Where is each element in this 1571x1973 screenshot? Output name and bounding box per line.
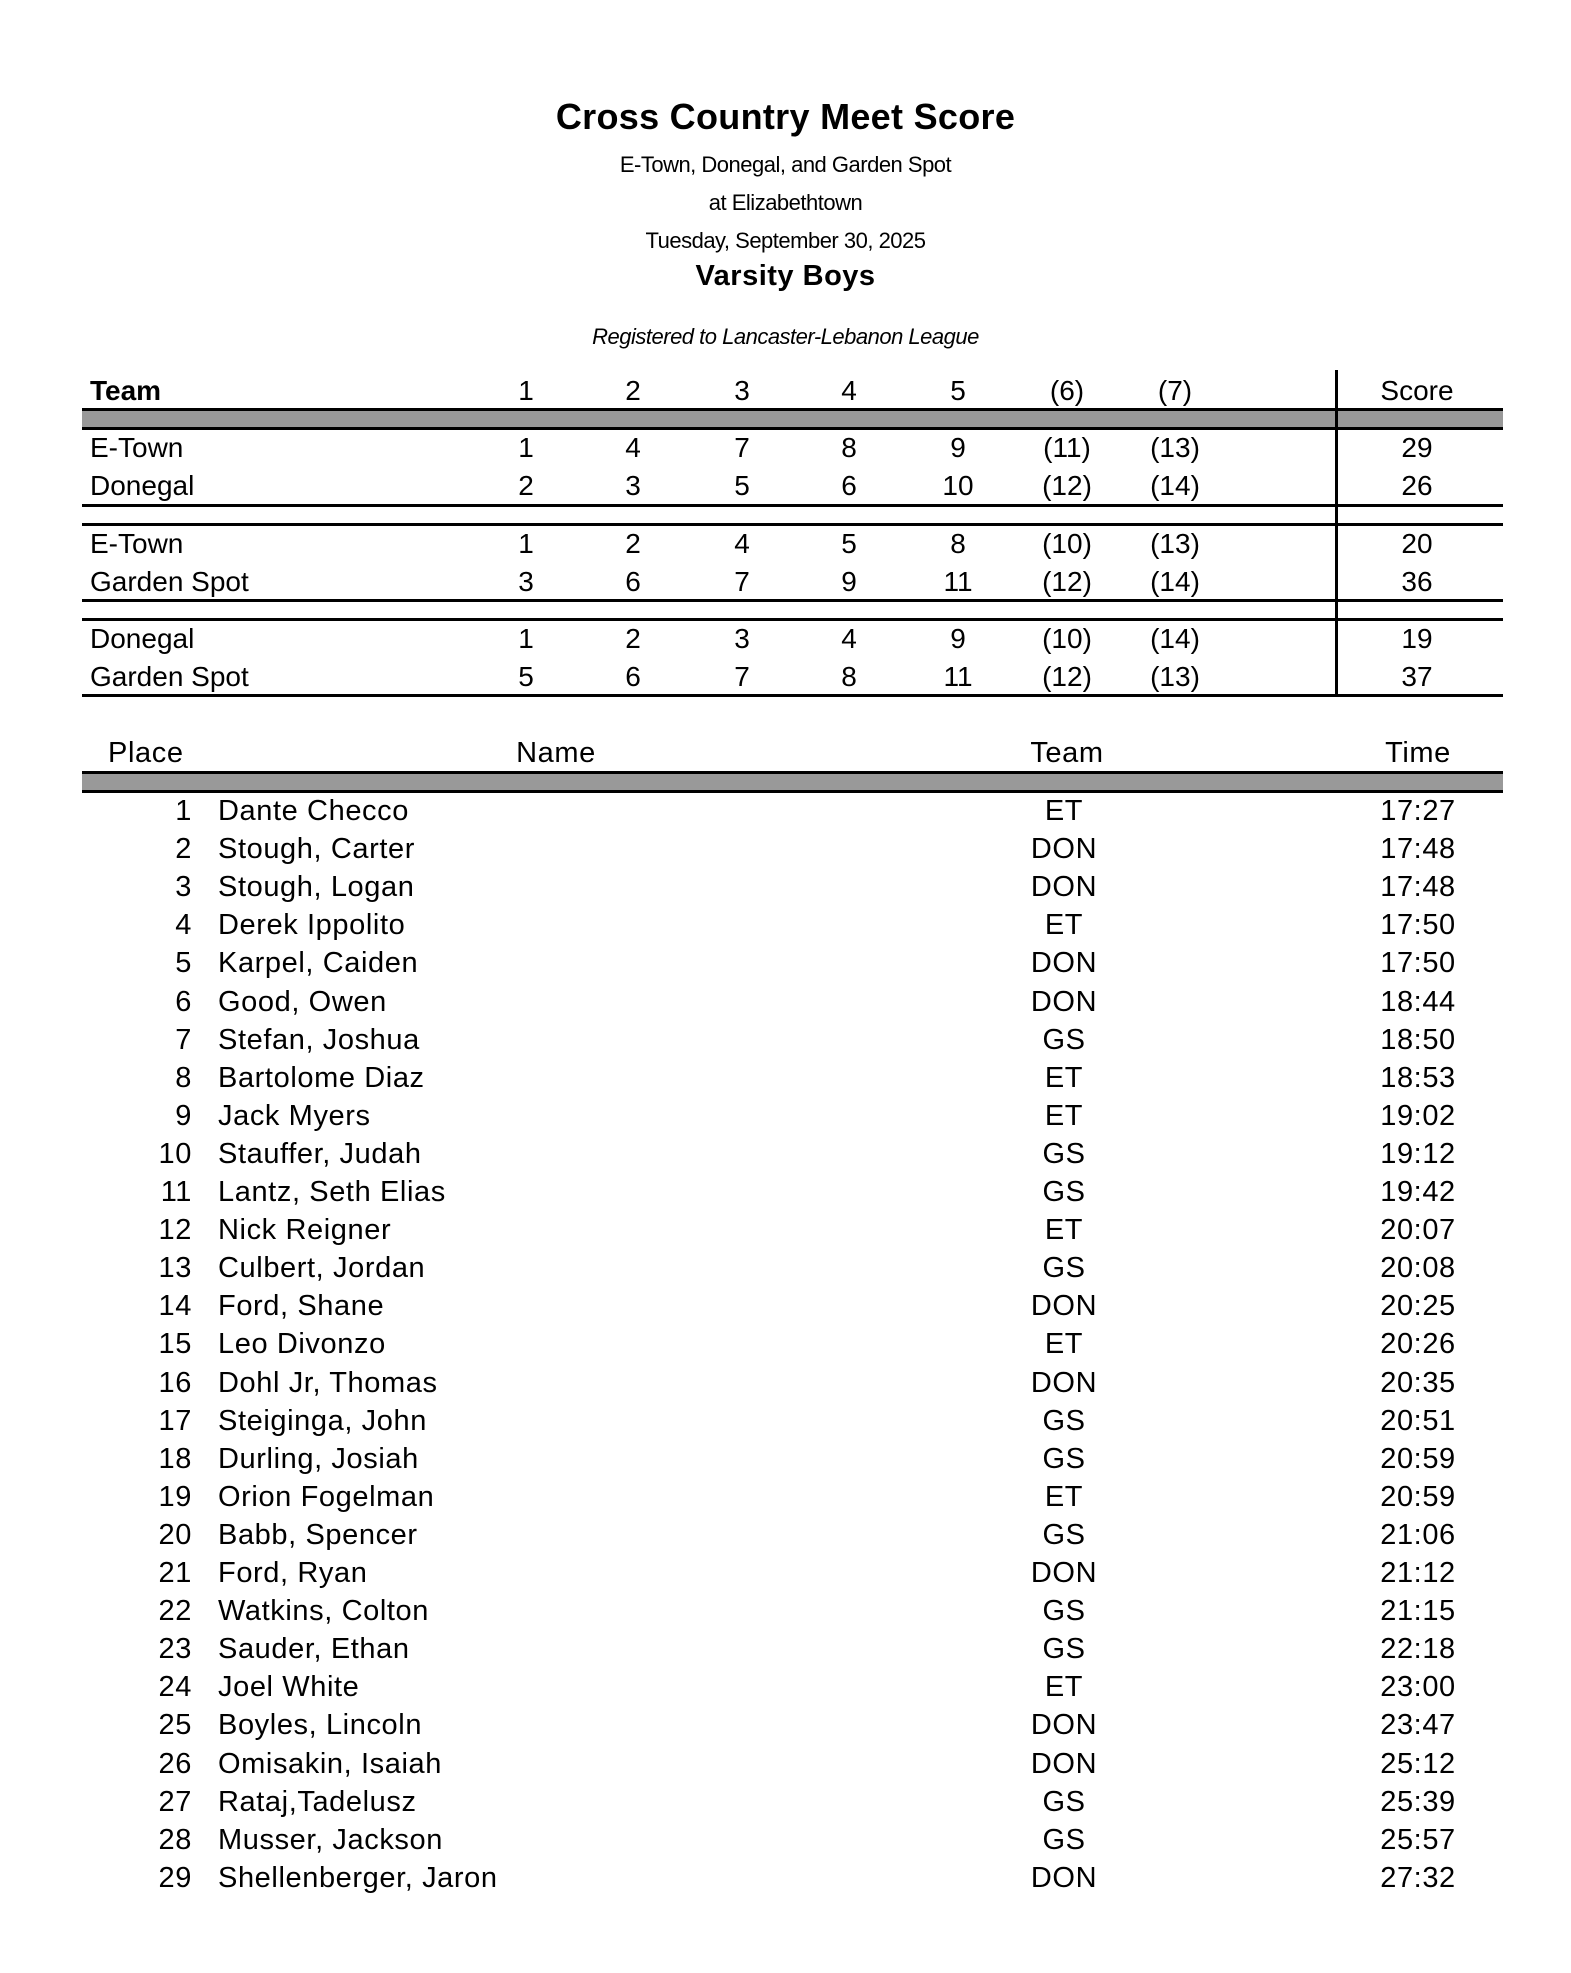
runner-place: 1 [518,623,534,654]
runner-team: GS [1042,1024,1086,1056]
column-header-3: 3 [734,375,750,406]
runner-time: 18:44 [1380,986,1456,1018]
place-number: 1 [175,795,192,827]
runner-name: Stefan, Joshua [218,1024,420,1056]
runner-time: 20:51 [1380,1405,1456,1437]
runner-team: GS [1042,1519,1086,1551]
place-number: 2 [175,833,192,865]
runner-name: Derek Ippolito [218,909,406,941]
runner-time: 18:53 [1380,1062,1456,1094]
runner-place: 7 [734,566,750,597]
runner-time: 21:06 [1380,1519,1456,1551]
runner-team: GS [1042,1176,1086,1208]
column-header-team: Team [1030,737,1104,769]
runner-place: 9 [950,432,966,463]
runner-name: Rataj,Tadelusz [218,1786,417,1818]
runner-place: 6 [841,470,857,501]
matchup-rule [82,504,1503,507]
runner-name: Bartolome Diaz [218,1062,425,1094]
runner-team: GS [1042,1252,1086,1284]
meet-location: at Elizabethtown [708,190,863,215]
runner-team: GS [1042,1595,1086,1627]
runner-name: Dohl Jr, Thomas [218,1367,438,1399]
runner-team: GS [1042,1824,1086,1856]
runner-place: 2 [625,528,641,559]
team-score: 29 [1401,432,1433,463]
runner-name: Stauffer, Judah [218,1138,422,1170]
runner-place: (10) [1042,528,1092,559]
runner-time: 21:12 [1380,1557,1456,1589]
runner-place: 3 [625,470,641,501]
runner-time: 20:35 [1380,1367,1456,1399]
runner-time: 17:50 [1380,947,1456,979]
runner-name: Lantz, Seth Elias [218,1176,446,1208]
runner-name: Stough, Logan [218,871,415,903]
place-number: 19 [158,1481,192,1513]
runner-place: 4 [841,623,857,654]
runner-team: ET [1044,1214,1084,1246]
column-header-name: Name [516,737,596,769]
runner-name: Omisakin, Isaiah [218,1748,442,1780]
runner-time: 20:08 [1380,1252,1456,1284]
team-score: 20 [1401,528,1433,559]
place-number: 25 [158,1709,192,1741]
runner-place: 7 [734,432,750,463]
runner-place: (12) [1042,661,1092,692]
runner-place: (13) [1150,528,1200,559]
column-header-2: 2 [625,375,641,406]
runner-name: Boyles, Lincoln [218,1709,423,1741]
runner-team: ET [1044,1481,1084,1513]
score-divider [1335,370,1338,697]
place-number: 22 [158,1595,192,1627]
runner-team: ET [1044,1100,1084,1132]
runner-time: 20:07 [1380,1214,1456,1246]
runner-name: Steiginga, John [218,1405,427,1437]
runner-team: GS [1042,1443,1086,1475]
runner-team: DON [1030,1862,1098,1894]
runner-name: Stough, Carter [218,833,415,865]
runner-name: Orion Fogelman [218,1481,435,1513]
runner-time: 20:59 [1380,1481,1456,1513]
runner-time: 25:39 [1380,1786,1456,1818]
runner-name: Shellenberger, Jaron [218,1862,498,1894]
column-header-team: Team [90,375,162,406]
runner-team: DON [1030,986,1098,1018]
place-number: 14 [158,1290,192,1322]
runner-time: 25:12 [1380,1748,1456,1780]
runner-team: DON [1030,1290,1098,1322]
column-header-5: 5 [950,375,966,406]
runner-place: (12) [1042,470,1092,501]
runner-team: DON [1030,1709,1098,1741]
runner-place: 9 [841,566,857,597]
matchup-rule [82,618,1503,621]
runner-name: Babb, Spencer [218,1519,418,1551]
results-header-bar [82,771,1503,793]
team-name: Garden Spot [90,566,249,597]
runner-place: 2 [625,623,641,654]
runner-place: (14) [1150,566,1200,597]
runner-place: 9 [950,623,966,654]
runner-time: 19:42 [1380,1176,1456,1208]
team-score: 36 [1401,566,1433,597]
runner-team: GS [1042,1405,1086,1437]
column-header-6: (6) [1049,375,1085,406]
runner-name: Culbert, Jordan [218,1252,426,1284]
column-header-place: Place [108,737,184,769]
place-number: 8 [175,1062,192,1094]
runner-name: Dante Checco [218,795,409,827]
place-number: 26 [158,1748,192,1780]
runner-place: 3 [734,623,750,654]
runner-team: DON [1030,871,1098,903]
place-number: 20 [158,1519,192,1551]
place-number: 17 [158,1405,192,1437]
runner-name: Karpel, Caiden [218,947,419,979]
runner-place: (14) [1150,470,1200,501]
place-number: 24 [158,1671,192,1703]
runner-time: 19:02 [1380,1100,1456,1132]
runner-place: (12) [1042,566,1092,597]
runner-time: 17:48 [1380,833,1456,865]
column-header-score: Score [1380,375,1454,406]
runner-time: 20:59 [1380,1443,1456,1475]
runner-team: DON [1030,1748,1098,1780]
place-number: 29 [158,1862,192,1894]
column-header-7: (7) [1157,375,1193,406]
runner-place: (13) [1150,661,1200,692]
runner-time: 21:15 [1380,1595,1456,1627]
runner-place: 8 [841,432,857,463]
runner-name: Musser, Jackson [218,1824,443,1856]
runner-place: (14) [1150,623,1200,654]
meet-date: Tuesday, September 30, 2025 [645,228,926,253]
place-number: 3 [175,871,192,903]
runner-time: 23:47 [1380,1709,1456,1741]
page-title: Cross Country Meet Score [555,96,1016,137]
runner-place: 11 [943,566,973,597]
runner-team: DON [1030,1367,1098,1399]
place-number: 27 [158,1786,192,1818]
team-name: Donegal [90,470,195,501]
place-number: 18 [158,1443,192,1475]
place-number: 11 [160,1176,192,1208]
runner-place: 5 [734,470,750,501]
runner-name: Good, Owen [218,986,387,1018]
runner-place: 5 [841,528,857,559]
division-title: Varsity Boys [695,260,876,292]
runner-time: 25:57 [1380,1824,1456,1856]
runner-place: 4 [734,528,750,559]
place-number: 9 [175,1100,192,1132]
runner-name: Joel White [218,1671,360,1703]
team-score: 37 [1401,661,1433,692]
place-number: 13 [158,1252,192,1284]
runner-time: 23:00 [1380,1671,1456,1703]
runner-place: 2 [518,470,534,501]
runner-team: GS [1042,1786,1086,1818]
runner-time: 20:26 [1380,1328,1456,1360]
place-number: 28 [158,1824,192,1856]
team-name: E-Town [90,528,184,559]
runner-time: 19:12 [1380,1138,1456,1170]
place-number: 12 [158,1214,192,1246]
runner-place: (10) [1042,623,1092,654]
matchup-rule [82,599,1503,602]
runner-place: 10 [942,470,974,501]
column-header-1: 1 [518,375,534,406]
runner-time: 20:25 [1380,1290,1456,1322]
runner-team: ET [1044,1671,1084,1703]
team-name: Garden Spot [90,661,249,692]
registration-note: Registered to Lancaster-Lebanon League [592,324,979,349]
place-number: 15 [158,1328,192,1360]
runner-place: 3 [518,566,534,597]
runner-time: 17:48 [1380,871,1456,903]
runner-time: 22:18 [1380,1633,1456,1665]
place-number: 5 [175,947,192,979]
runner-place: 7 [734,661,750,692]
team-score: 19 [1401,623,1433,654]
place-number: 6 [175,986,192,1018]
runner-team: ET [1044,795,1084,827]
runner-place: 8 [950,528,966,559]
runner-time: 17:27 [1380,795,1456,827]
runner-place: 1 [518,432,534,463]
runner-name: Ford, Ryan [218,1557,368,1589]
runner-team: DON [1030,833,1098,865]
runner-name: Durling, Josiah [218,1443,419,1475]
column-header-time: Time [1385,737,1451,769]
runner-name: Jack Myers [218,1100,371,1132]
place-number: 7 [175,1024,192,1056]
matchup-rule [82,523,1503,526]
runner-team: ET [1044,1062,1084,1094]
runner-place: 6 [625,661,641,692]
place-number: 21 [158,1557,192,1589]
runner-place: 11 [943,661,973,692]
runner-team: ET [1044,1328,1084,1360]
runner-place: 6 [625,566,641,597]
runner-time: 27:32 [1380,1862,1456,1894]
runner-team: DON [1030,947,1098,979]
runner-time: 17:50 [1380,909,1456,941]
runner-place: 8 [841,661,857,692]
place-number: 16 [158,1367,192,1399]
runner-name: Nick Reigner [218,1214,392,1246]
runner-name: Watkins, Colton [218,1595,429,1627]
place-number: 23 [158,1633,192,1665]
runner-place: (13) [1150,432,1200,463]
runner-place: 5 [518,661,534,692]
runner-team: DON [1030,1557,1098,1589]
header-bar [82,408,1503,430]
runner-name: Sauder, Ethan [218,1633,410,1665]
meet-teams: E-Town, Donegal, and Garden Spot [619,152,952,177]
runner-place: (11) [1043,432,1091,463]
runner-team: GS [1042,1633,1086,1665]
runner-name: Ford, Shane [218,1290,385,1322]
runner-team: GS [1042,1138,1086,1170]
runner-place: 4 [625,432,641,463]
runner-place: 1 [518,528,534,559]
place-number: 10 [158,1138,192,1170]
team-name: Donegal [90,623,195,654]
runner-name: Leo Divonzo [218,1328,386,1360]
runner-time: 18:50 [1380,1024,1456,1056]
team-score: 26 [1401,470,1433,501]
column-header-4: 4 [841,375,857,406]
team-name: E-Town [90,432,184,463]
place-number: 4 [175,909,192,941]
runner-team: ET [1044,909,1084,941]
table-bottom-rule [82,694,1503,697]
